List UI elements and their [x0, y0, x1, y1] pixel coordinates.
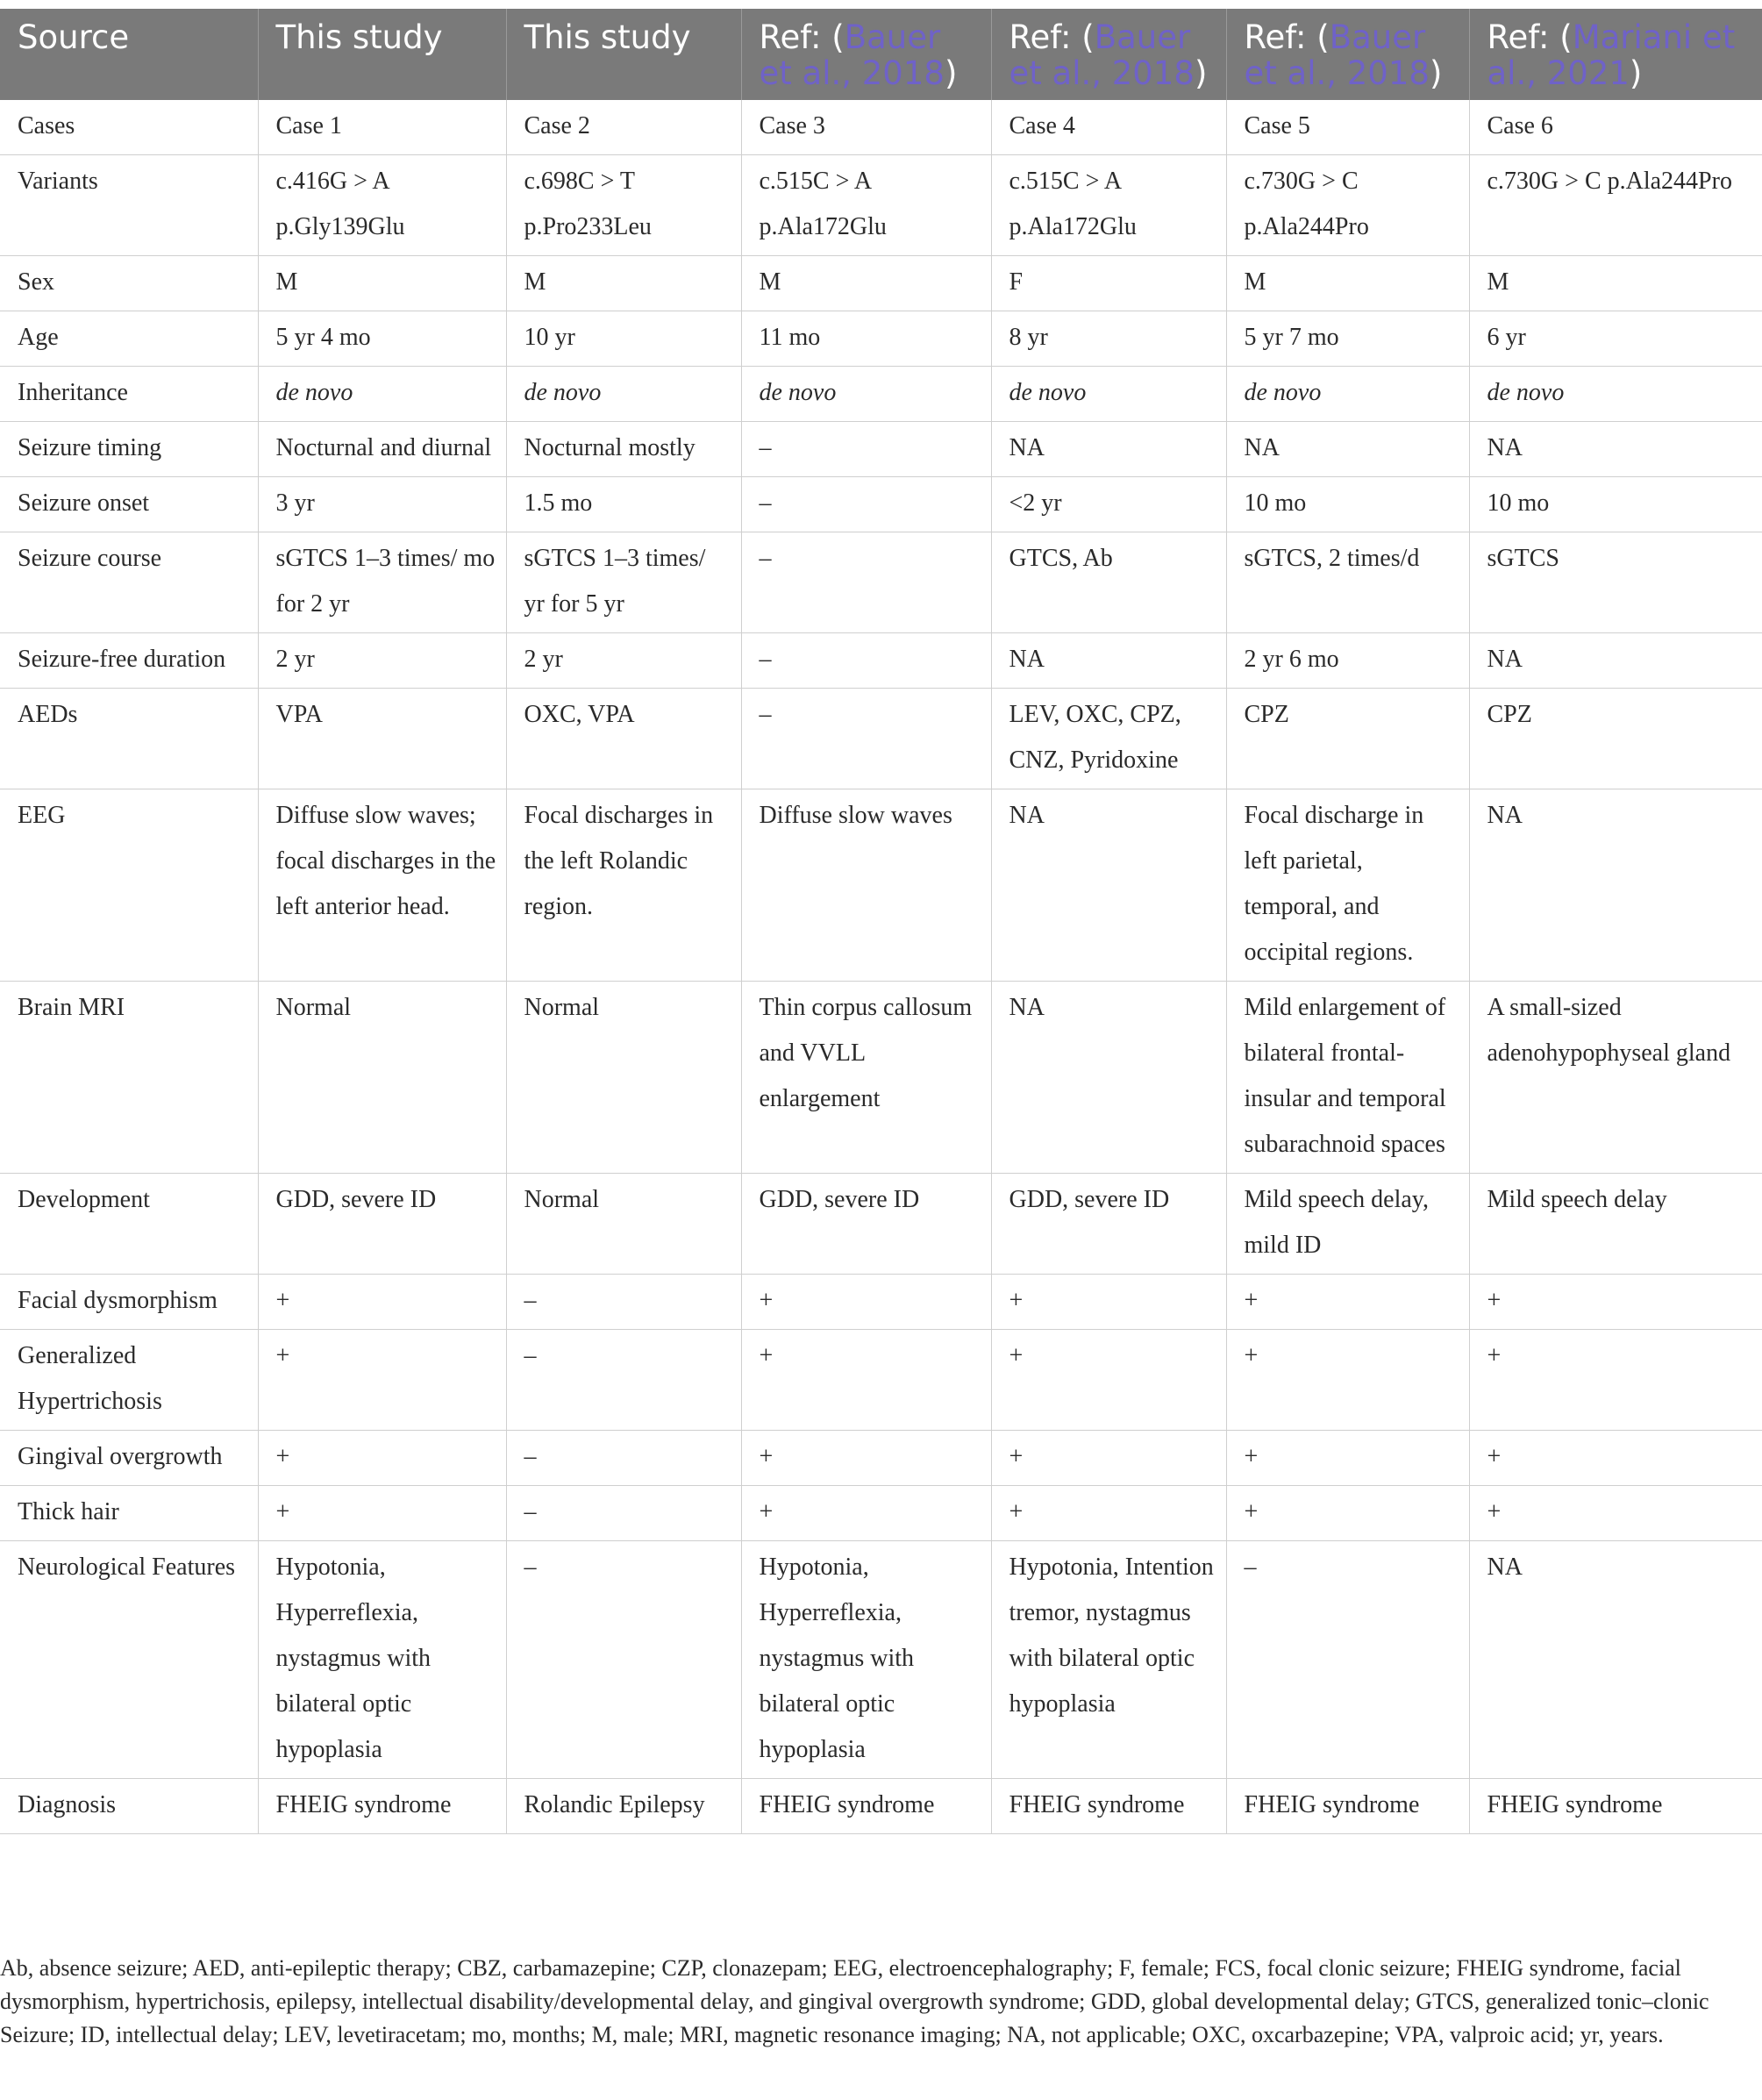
table-cell: –	[741, 532, 991, 633]
table-cell: 2 yr 6 mo	[1226, 633, 1469, 689]
table-cell: de novo	[741, 367, 991, 422]
row-label: Generalized Hypertrichosis	[0, 1330, 258, 1431]
table-cell: +	[1469, 1330, 1762, 1431]
header-case-2-source: This study	[506, 9, 741, 100]
table-cell: de novo	[258, 367, 506, 422]
header-case-4-source: Ref: (Bauer et al., 2018)	[991, 9, 1226, 100]
table-cell: M	[258, 256, 506, 311]
clinical-features-table-container	[0, 9, 1762, 1834]
table-cell: OXC, VPA	[506, 689, 741, 789]
table-cell: Rolandic Epilepsy	[506, 1779, 741, 1834]
table-row	[0, 311, 1762, 367]
table-row	[0, 422, 1762, 477]
header-case-5-source: Ref: (Bauer et al., 2018)	[1226, 9, 1469, 100]
header-case-1-source: This study	[258, 9, 506, 100]
table-cell: FHEIG syndrome	[1226, 1779, 1469, 1834]
table-cell: <2 yr	[991, 477, 1226, 532]
table-row	[0, 1330, 1762, 1431]
row-label: Brain MRI	[0, 982, 258, 1174]
table-cell: –	[1226, 1541, 1469, 1779]
table-cell: 5 yr 7 mo	[1226, 311, 1469, 367]
row-label: Inheritance	[0, 367, 258, 422]
table-cell: M	[1469, 256, 1762, 311]
table-row	[0, 1779, 1762, 1834]
table-row	[0, 477, 1762, 532]
table-cell: sGTCS 1–3 times/ mo for 2 yr	[258, 532, 506, 633]
table-cell: Hypotonia, Hyperreflexia, nystagmus with bilateral optic hypoplasia	[258, 1541, 506, 1779]
table-cell: sGTCS	[1469, 532, 1762, 633]
table-cell: –	[741, 689, 991, 789]
table-cell: Case 5	[1226, 100, 1469, 155]
table-cell: +	[991, 1330, 1226, 1431]
table-cell: +	[991, 1486, 1226, 1541]
reference-link[interactable]: Bauer et al., 2018	[1244, 18, 1430, 92]
table-cell: Mild speech delay	[1469, 1174, 1762, 1275]
header-source: Source	[0, 9, 258, 100]
table-cell: –	[506, 1275, 741, 1330]
table-cell: NA	[991, 422, 1226, 477]
table-cell: 3 yr	[258, 477, 506, 532]
table-cell: 11 mo	[741, 311, 991, 367]
table-row	[0, 789, 1762, 982]
table-row	[0, 1486, 1762, 1541]
table-row	[0, 532, 1762, 633]
table-cell: NA	[1469, 633, 1762, 689]
table-cell: +	[1469, 1486, 1762, 1541]
row-label: Variants	[0, 155, 258, 256]
table-cell: de novo	[506, 367, 741, 422]
table-cell: –	[506, 1541, 741, 1779]
row-label: Cases	[0, 100, 258, 155]
table-row	[0, 1174, 1762, 1275]
table-cell: Diffuse slow waves	[741, 789, 991, 982]
table-row	[0, 689, 1762, 789]
table-cell: 10 mo	[1226, 477, 1469, 532]
table-cell: M	[741, 256, 991, 311]
table-cell: +	[258, 1486, 506, 1541]
table-cell: +	[258, 1330, 506, 1431]
clinical-features-table	[0, 9, 1762, 1834]
table-cell: FHEIG syndrome	[258, 1779, 506, 1834]
header-case-3-source: Ref: (Bauer et al., 2018)	[741, 9, 991, 100]
row-label: Thick hair	[0, 1486, 258, 1541]
table-row	[0, 367, 1762, 422]
table-cell: –	[506, 1330, 741, 1431]
table-cell: Normal	[506, 1174, 741, 1275]
table-row	[0, 155, 1762, 256]
table-cell: FHEIG syndrome	[741, 1779, 991, 1834]
table-cell: +	[1226, 1431, 1469, 1486]
table-cell: +	[1469, 1431, 1762, 1486]
table-cell: –	[741, 422, 991, 477]
table-cell: NA	[1469, 1541, 1762, 1779]
row-label: Gingival overgrowth	[0, 1431, 258, 1486]
table-cell: VPA	[258, 689, 506, 789]
table-cell: F	[991, 256, 1226, 311]
table-cell: +	[1469, 1275, 1762, 1330]
row-label: Seizure onset	[0, 477, 258, 532]
table-cell: A small-sized adenohypophyseal gland	[1469, 982, 1762, 1174]
table-cell: +	[1226, 1486, 1469, 1541]
table-cell: Diffuse slow waves; focal discharges in the left anterior head.	[258, 789, 506, 982]
table-cell: CPZ	[1226, 689, 1469, 789]
table-cell: NA	[991, 789, 1226, 982]
table-cell: GTCS, Ab	[991, 532, 1226, 633]
row-label: Sex	[0, 256, 258, 311]
table-cell: M	[1226, 256, 1469, 311]
table-cell: Nocturnal and diurnal	[258, 422, 506, 477]
header-row	[0, 9, 1762, 100]
table-cell: Case 3	[741, 100, 991, 155]
table-cell: Nocturnal mostly	[506, 422, 741, 477]
table-cell: Mild enlargement of bilateral frontal-insular and temporal subarachnoid spaces	[1226, 982, 1469, 1174]
table-cell: Case 4	[991, 100, 1226, 155]
table-cell: c.515C > A p.Ala172Glu	[741, 155, 991, 256]
table-cell: sGTCS, 2 times/d	[1226, 532, 1469, 633]
table-cell: +	[1226, 1275, 1469, 1330]
table-cell: GDD, severe ID	[258, 1174, 506, 1275]
row-label: Neurological Features	[0, 1541, 258, 1779]
table-row	[0, 633, 1762, 689]
table-cell: +	[741, 1275, 991, 1330]
table-cell: 2 yr	[258, 633, 506, 689]
table-cell: Normal	[258, 982, 506, 1174]
table-cell: Thin corpus callosum and VVLL enlargement	[741, 982, 991, 1174]
table-cell: GDD, severe ID	[741, 1174, 991, 1275]
table-cell: +	[258, 1431, 506, 1486]
row-label: Seizure timing	[0, 422, 258, 477]
row-label: EEG	[0, 789, 258, 982]
header-case-6-source: Ref: (Mariani et al., 2021)	[1469, 9, 1762, 100]
table-cell: –	[506, 1486, 741, 1541]
table-cell: M	[506, 256, 741, 311]
table-cell: c.515C > A p.Ala172Glu	[991, 155, 1226, 256]
table-cell: 2 yr	[506, 633, 741, 689]
reference-link[interactable]: Bauer et al., 2018	[759, 18, 945, 92]
table-cell: c.730G > C p.Ala244Pro	[1469, 155, 1762, 256]
row-label: Seizure-free duration	[0, 633, 258, 689]
table-cell: NA	[1469, 789, 1762, 982]
table-cell: 1.5 mo	[506, 477, 741, 532]
table-cell: de novo	[1469, 367, 1762, 422]
table-row	[0, 1541, 1762, 1779]
table-cell: Case 2	[506, 100, 741, 155]
table-cell: LEV, OXC, CPZ, CNZ, Pyridoxine	[991, 689, 1226, 789]
table-cell: de novo	[1226, 367, 1469, 422]
table-cell: c.698C > T p.Pro233Leu	[506, 155, 741, 256]
table-cell: Case 1	[258, 100, 506, 155]
reference-link[interactable]: Bauer et al., 2018	[1009, 18, 1195, 92]
table-cell: FHEIG syndrome	[1469, 1779, 1762, 1834]
table-cell: +	[1226, 1330, 1469, 1431]
table-cell: –	[741, 477, 991, 532]
row-label: AEDs	[0, 689, 258, 789]
row-label: Age	[0, 311, 258, 367]
table-cell: Hypotonia, Intention tremor, nystagmus with bilateral optic hypoplasia	[991, 1541, 1226, 1779]
table-cell: Case 6	[1469, 100, 1762, 155]
table-cell: Hypotonia, Hyperreflexia, nystagmus with bilateral optic hypoplasia	[741, 1541, 991, 1779]
table-cell: 10 mo	[1469, 477, 1762, 532]
row-label: Facial dysmorphism	[0, 1275, 258, 1330]
table-cell: 10 yr	[506, 311, 741, 367]
table-body	[0, 100, 1762, 1834]
table-cell: FHEIG syndrome	[991, 1779, 1226, 1834]
table-cell: sGTCS 1–3 times/ yr for 5 yr	[506, 532, 741, 633]
table-row	[0, 100, 1762, 155]
row-label: Seizure course	[0, 532, 258, 633]
reference-link[interactable]: Mariani et al., 2021	[1487, 18, 1736, 92]
table-cell: 5 yr 4 mo	[258, 311, 506, 367]
table-cell: Focal discharge in left parietal, temporal, and occipital regions.	[1226, 789, 1469, 982]
table-cell: 6 yr	[1469, 311, 1762, 367]
table-footnote: Ab, absence seizure; AED, anti-epileptic therapy; CBZ, carbamazepine; CZP, clonazepam; EEG, electroencephalography; F, female; FCS, focal clonic seizure; FHEIG syndrome, facial dysmorphism, hypertrichosis, epilepsy, intellectual disability/developmental delay, and gingival overgrowth syndrome; GDD, global developmental delay; GTCS, generalized tonic–clonic Seizure; ID, intellectual delay; LEV, levetiracetam; mo, months; M, male; MRI, magnetic resonance imaging; NA, not applicable; OXC, oxcarbazepine; VPA, valproic acid; yr, years.	[0, 1955, 1709, 2047]
table-row	[0, 982, 1762, 1174]
table-cell: Mild speech delay, mild ID	[1226, 1174, 1469, 1275]
table-cell: +	[741, 1486, 991, 1541]
table-header	[0, 9, 1762, 100]
table-cell: de novo	[991, 367, 1226, 422]
table-cell: GDD, severe ID	[991, 1174, 1226, 1275]
table-cell: +	[741, 1330, 991, 1431]
table-cell: Focal discharges in the left Rolandic region.	[506, 789, 741, 982]
table-cell: 8 yr	[991, 311, 1226, 367]
table-row	[0, 1275, 1762, 1330]
table-cell: NA	[991, 633, 1226, 689]
table-cell: +	[991, 1431, 1226, 1486]
table-cell: c.416G > A p.Gly139Glu	[258, 155, 506, 256]
table-cell: –	[741, 633, 991, 689]
row-label: Development	[0, 1174, 258, 1275]
table-cell: NA	[1226, 422, 1469, 477]
table-cell: CPZ	[1469, 689, 1762, 789]
table-cell: c.730G > C p.Ala244Pro	[1226, 155, 1469, 256]
table-row	[0, 256, 1762, 311]
table-cell: NA	[991, 982, 1226, 1174]
table-cell: NA	[1469, 422, 1762, 477]
table-cell: Normal	[506, 982, 741, 1174]
table-cell: +	[741, 1431, 991, 1486]
table-row	[0, 1431, 1762, 1486]
table-cell: +	[258, 1275, 506, 1330]
row-label: Diagnosis	[0, 1779, 258, 1834]
table-cell: –	[506, 1431, 741, 1486]
table-cell: +	[991, 1275, 1226, 1330]
